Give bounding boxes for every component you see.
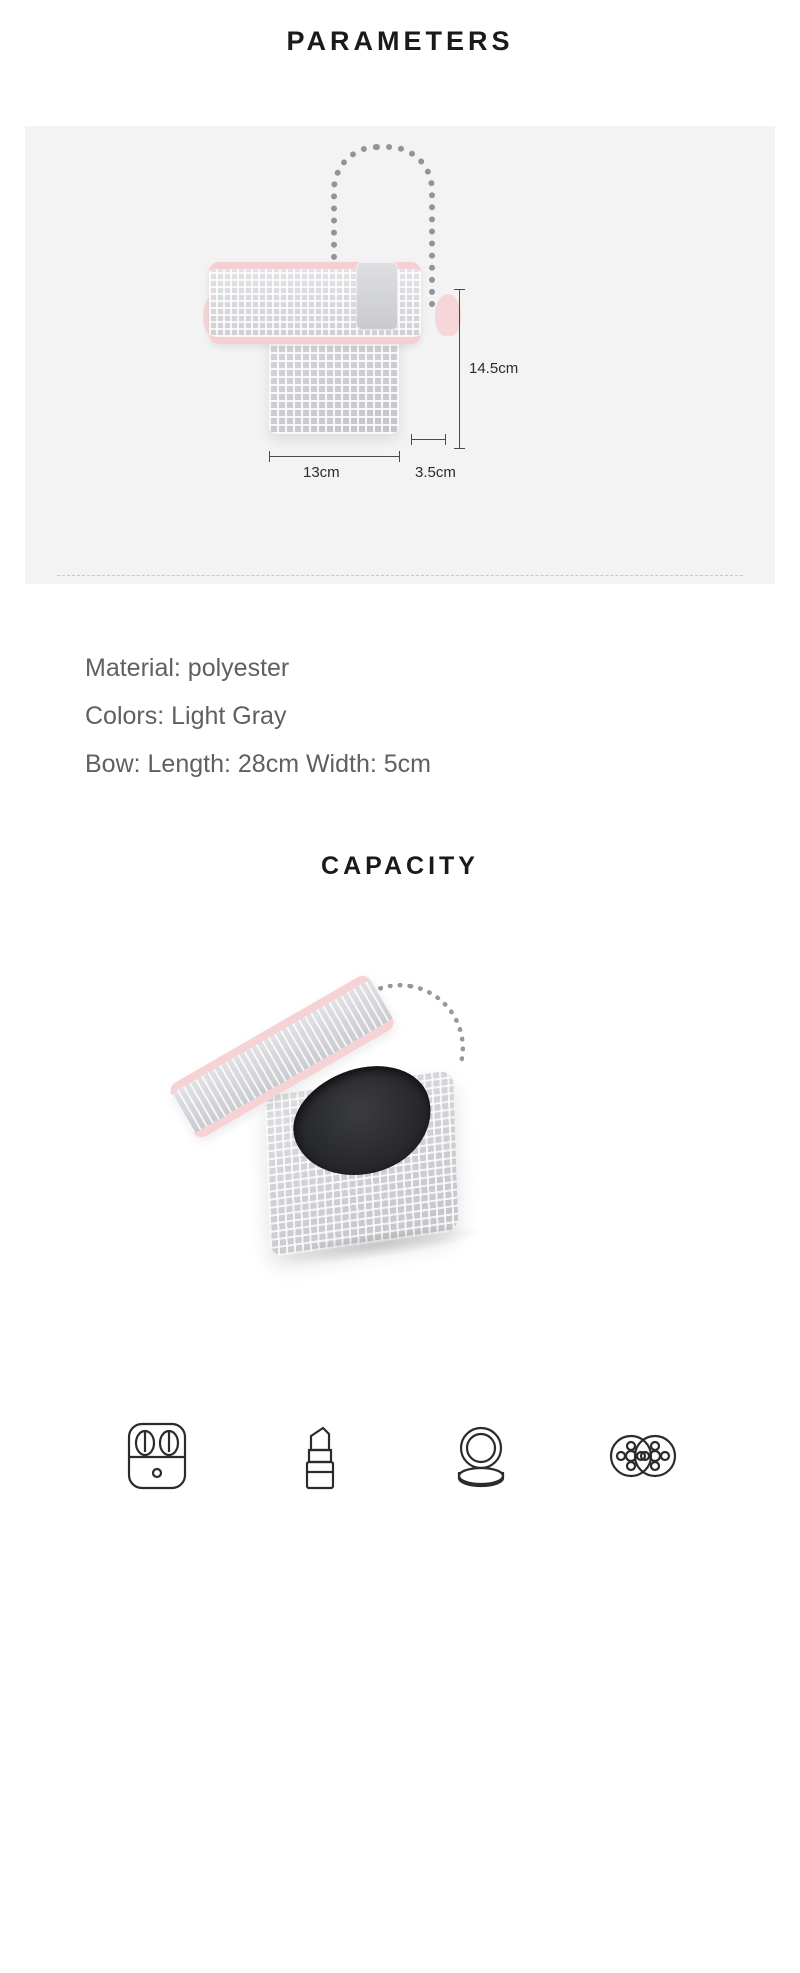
width-dimension-cap-left	[269, 451, 270, 462]
spec-material: Material: polyester	[85, 654, 290, 682]
width-dimension-line	[269, 456, 399, 457]
powder-compact-icon	[591, 1404, 695, 1508]
compact-mirror-icon	[429, 1404, 533, 1508]
spec-colors: Colors: Light Gray	[85, 702, 287, 730]
width-dimension-label: 13cm	[303, 464, 340, 481]
depth-dimension-cap-right	[445, 434, 446, 445]
bow-tail-right	[435, 294, 461, 336]
capacity-icon-row	[0, 1404, 800, 1508]
depth-dimension-line	[411, 439, 445, 440]
bag-illustration	[247, 144, 507, 474]
height-dimension-label: 14.5cm	[469, 360, 519, 377]
height-dimension-cap-bottom	[454, 448, 465, 449]
lipstick-icon	[267, 1404, 371, 1508]
product-dimension-panel	[25, 126, 775, 584]
depth-dimension-label: 3.5cm	[415, 464, 456, 481]
bow-knot	[356, 262, 398, 330]
width-dimension-cap-right	[399, 451, 400, 462]
spec-bow: Bow: Length: 28cm Width: 5cm	[85, 750, 431, 778]
earbuds-case-icon	[105, 1404, 209, 1508]
capacity-heading: CAPACITY	[321, 852, 479, 880]
depth-dimension-cap-left	[411, 434, 412, 445]
specification-list	[85, 648, 725, 792]
parameters-heading: PARAMETERS	[286, 26, 514, 56]
open-bag-illustration	[220, 979, 505, 1281]
height-dimension-cap-top	[454, 289, 465, 290]
height-dimension-line	[459, 289, 460, 449]
panel-divider	[57, 575, 743, 576]
capacity-product-photo	[0, 935, 800, 1365]
